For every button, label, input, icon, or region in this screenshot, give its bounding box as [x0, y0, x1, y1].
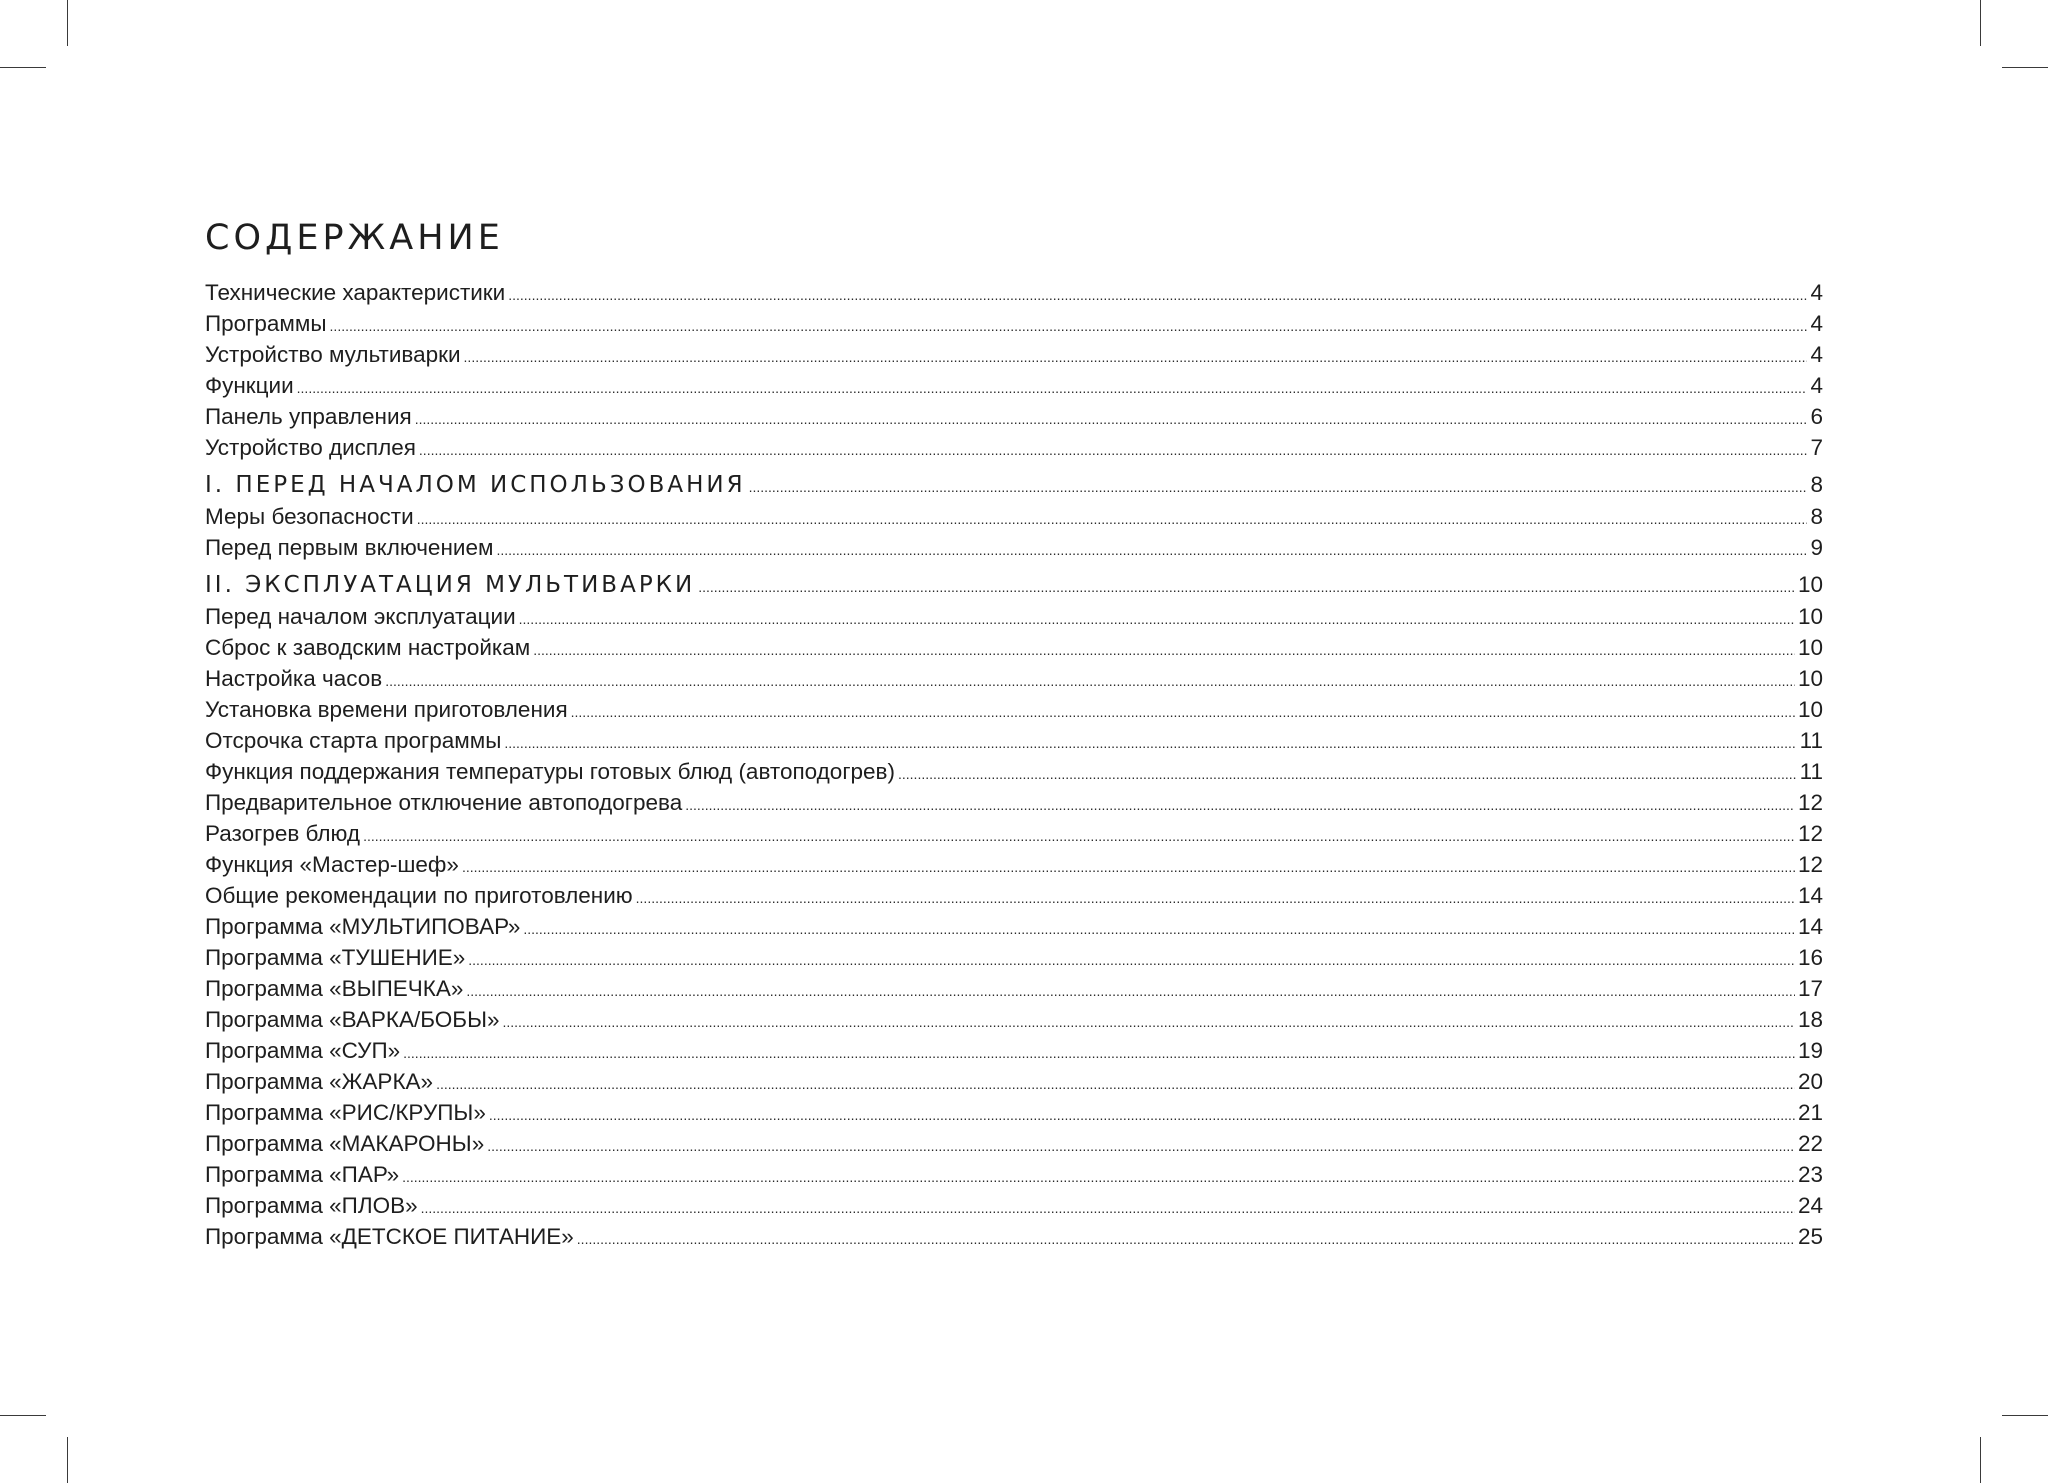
- toc-entry-label: Установка времени приготовления: [205, 697, 568, 722]
- toc-entry-label: Технические характеристики: [205, 280, 506, 305]
- crop-mark-bottom-left-vertical: [67, 1437, 68, 1483]
- toc-entry-page-number: 19: [1797, 1038, 1823, 1063]
- toc-entry[interactable]: [205, 663, 1823, 694]
- toc-entry-label: Меры безопасности: [205, 504, 414, 529]
- toc-entry-label: Общие рекомендации по приготовлению: [205, 883, 633, 908]
- toc-dot-leader: [363, 821, 1795, 852]
- toc-entry-page-number: 20: [1797, 1069, 1823, 1094]
- toc-section-heading[interactable]: [205, 468, 1823, 501]
- toc-dot-leader: [503, 1007, 1795, 1038]
- toc-entry[interactable]: [205, 632, 1823, 663]
- toc-dot-leader: [415, 404, 1808, 435]
- toc-dot-leader: [466, 976, 1795, 1007]
- toc-entry-label: Перед началом эксплуатации: [205, 604, 516, 629]
- toc-entry[interactable]: [205, 1221, 1823, 1252]
- toc-entry-page-number: 9: [1810, 535, 1823, 560]
- toc-entry-page-number: 8: [1810, 472, 1823, 497]
- toc-entry[interactable]: [205, 370, 1823, 401]
- toc-entry-page-number: 6: [1810, 404, 1823, 429]
- toc-entry[interactable]: [205, 308, 1823, 339]
- crop-mark-bottom-right-vertical: [1980, 1437, 1981, 1483]
- toc-entry-page-number: 10: [1797, 635, 1823, 660]
- toc-entry[interactable]: [205, 432, 1823, 463]
- toc-entry-page-number: 11: [1799, 759, 1823, 784]
- toc-dot-leader: [519, 604, 1795, 635]
- toc-entry-page-number: 10: [1797, 666, 1823, 691]
- toc-entry-label: Программа «МАКАРОНЫ»: [205, 1131, 485, 1156]
- toc-entry[interactable]: [205, 1004, 1823, 1035]
- toc-entry-page-number: 17: [1797, 976, 1823, 1001]
- toc-list: [205, 277, 1823, 1252]
- toc-dot-leader: [489, 1100, 1795, 1131]
- toc-dot-leader: [330, 311, 1808, 342]
- toc-entry-page-number: 8: [1810, 504, 1823, 529]
- toc-entry-page-number: 4: [1810, 373, 1823, 398]
- toc-dot-leader: [636, 883, 1795, 914]
- toc-entry-page-number: 24: [1797, 1193, 1823, 1218]
- toc-entry-page-number: 4: [1810, 311, 1823, 336]
- toc-dot-leader: [487, 1131, 1795, 1162]
- toc-dot-leader: [417, 504, 1808, 535]
- toc-entry-label: Программы: [205, 311, 327, 336]
- toc-entry-label: Настройка часов: [205, 666, 383, 691]
- toc-entry[interactable]: [205, 911, 1823, 942]
- toc-entry-page-number: 12: [1797, 790, 1823, 815]
- toc-entry-label: Устройство дисплея: [205, 435, 416, 460]
- toc-dot-leader: [462, 852, 1795, 883]
- toc-dot-leader: [464, 342, 1808, 373]
- toc-dot-leader: [297, 373, 1808, 404]
- toc-entry-page-number: 10: [1797, 604, 1823, 629]
- toc-entry-label: Программа «ПЛОВ»: [205, 1193, 418, 1218]
- toc-section-heading[interactable]: [205, 568, 1823, 601]
- toc-entry-page-number: 25: [1797, 1224, 1823, 1249]
- table-of-contents: [205, 212, 1823, 1252]
- toc-dot-leader: [698, 571, 1795, 604]
- crop-mark-top-right-horizontal: [2002, 67, 2048, 68]
- toc-entry-page-number: 18: [1797, 1007, 1823, 1032]
- toc-entry[interactable]: [205, 694, 1823, 725]
- crop-mark-top-right-vertical: [1980, 0, 1981, 46]
- toc-entry[interactable]: [205, 756, 1823, 787]
- toc-entry-page-number: 10: [1797, 697, 1823, 722]
- toc-entry-page-number: 23: [1797, 1162, 1823, 1187]
- toc-dot-leader: [685, 790, 1795, 821]
- toc-dot-leader: [419, 435, 1808, 466]
- toc-entry-label: Программа «ВЫПЕЧКА»: [205, 976, 464, 1001]
- toc-title: СОДЕРЖАНИЕ: [205, 218, 504, 258]
- toc-entry-label: Программа «ПАР»: [205, 1162, 400, 1187]
- toc-dot-leader: [898, 759, 1797, 790]
- toc-entry-page-number: 11: [1799, 728, 1823, 753]
- toc-dot-leader: [436, 1069, 1795, 1100]
- crop-mark-top-left-vertical: [67, 0, 68, 46]
- toc-entry-page-number: 7: [1810, 435, 1823, 460]
- toc-entry[interactable]: [205, 1190, 1823, 1221]
- toc-entry-label: Устройство мультиварки: [205, 342, 461, 367]
- toc-entry-label: Функции: [205, 373, 294, 398]
- toc-entry-page-number: 12: [1797, 852, 1823, 877]
- toc-entry-page-number: 14: [1797, 883, 1823, 908]
- toc-entry-label: Программа «МУЛЬТИПОВАР»: [205, 914, 521, 939]
- toc-entry[interactable]: [205, 818, 1823, 849]
- toc-entry-label: Программа «ВАРКА/БОБЫ»: [205, 1007, 500, 1032]
- toc-entry[interactable]: [205, 532, 1823, 563]
- toc-entry[interactable]: [205, 339, 1823, 370]
- toc-entry-label: Сброс к заводским настройкам: [205, 635, 531, 660]
- toc-dot-leader: [468, 945, 1795, 976]
- toc-entry-label: Программа «ТУШЕНИЕ»: [205, 945, 466, 970]
- toc-entry[interactable]: [205, 849, 1823, 880]
- toc-entry[interactable]: [205, 1066, 1823, 1097]
- toc-entry-label: Функция «Мастер-шеф»: [205, 852, 459, 877]
- toc-entry[interactable]: [205, 501, 1823, 532]
- toc-entry[interactable]: [205, 1097, 1823, 1128]
- toc-entry[interactable]: [205, 880, 1823, 911]
- toc-entry-page-number: 4: [1810, 342, 1823, 367]
- toc-entry-label: Перед первым включением: [205, 535, 494, 560]
- toc-entry[interactable]: [205, 277, 1823, 308]
- toc-entry-page-number: 4: [1810, 280, 1823, 305]
- toc-dot-leader: [571, 697, 1795, 728]
- toc-dot-leader: [504, 728, 1796, 759]
- toc-dot-leader: [577, 1224, 1795, 1255]
- toc-entry-label: Программа «РИС/КРУПЫ»: [205, 1100, 486, 1125]
- toc-entry-label: Панель управления: [205, 404, 412, 429]
- toc-dot-leader: [402, 1162, 1795, 1193]
- toc-dot-leader: [385, 666, 1795, 697]
- toc-entry-label: Функция поддержания температуры готовых блюд (автоподогрев): [205, 759, 895, 784]
- toc-entry-label: Разогрев блюд: [205, 821, 361, 846]
- toc-entry-page-number: 16: [1797, 945, 1823, 970]
- crop-mark-top-left-horizontal: [0, 67, 46, 68]
- toc-dot-leader: [403, 1038, 1795, 1069]
- crop-mark-bottom-right-horizontal: [2002, 1415, 2048, 1416]
- toc-entry-page-number: 10: [1797, 572, 1823, 597]
- toc-entry-page-number: 14: [1797, 914, 1823, 939]
- toc-entry[interactable]: [205, 973, 1823, 1004]
- crop-mark-bottom-left-horizontal: [0, 1415, 46, 1416]
- toc-entry-label: Предварительное отключение автоподогрева: [205, 790, 683, 815]
- toc-entry-page-number: 21: [1797, 1100, 1823, 1125]
- toc-entry[interactable]: [205, 601, 1823, 632]
- toc-entry-page-number: 12: [1797, 821, 1823, 846]
- toc-entry-label: Программа «ДЕТСКОЕ ПИТАНИЕ»: [205, 1224, 574, 1249]
- toc-dot-leader: [533, 635, 1795, 666]
- toc-entry-label: II. ЭКСПЛУАТАЦИЯ МУЛЬТИВАРКИ: [205, 572, 696, 598]
- toc-entry-label: Программа «ЖАРКА»: [205, 1069, 434, 1094]
- toc-dot-leader: [508, 280, 1807, 311]
- toc-entry[interactable]: [205, 401, 1823, 432]
- toc-entry-label: Отсрочка старта программы: [205, 728, 502, 753]
- toc-dot-leader: [749, 471, 1808, 504]
- toc-entry[interactable]: [205, 1128, 1823, 1159]
- toc-dot-leader: [523, 914, 1795, 945]
- toc-entry[interactable]: [205, 942, 1823, 973]
- toc-dot-leader: [496, 535, 1807, 566]
- toc-entry[interactable]: [205, 725, 1823, 756]
- toc-entry[interactable]: [205, 787, 1823, 818]
- toc-entry-label: Программа «СУП»: [205, 1038, 401, 1063]
- toc-dot-leader: [421, 1193, 1795, 1224]
- toc-entry-label: I. ПЕРЕД НАЧАЛОМ ИСПОЛЬЗОВАНИЯ: [205, 472, 746, 498]
- toc-entry[interactable]: [205, 1035, 1823, 1066]
- toc-entry-page-number: 22: [1797, 1131, 1823, 1156]
- toc-entry[interactable]: [205, 1159, 1823, 1190]
